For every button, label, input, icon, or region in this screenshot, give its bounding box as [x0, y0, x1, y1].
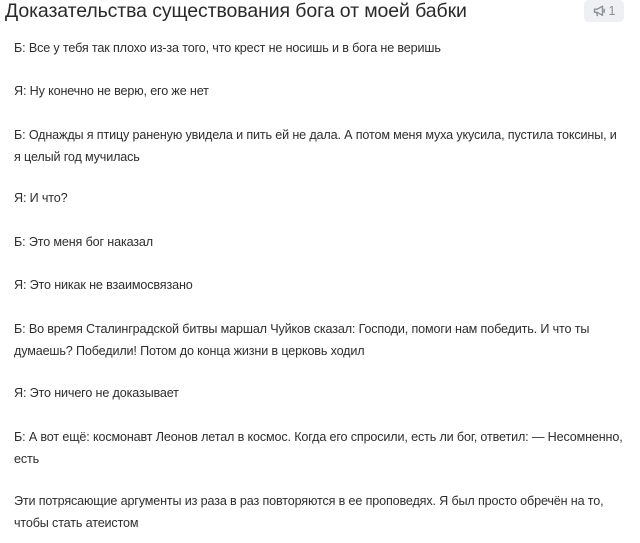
dialogue-line: Б: Во время Сталинградской битвы маршал Чуйков сказал: Господи, помоги нам победить. И что ты думаешь? Победили! Потом до конца жизни в церковь ходил: [14, 322, 590, 358]
post-title: Доказательства существования бога от моей бабки: [5, 0, 467, 22]
megaphone-icon: [593, 5, 606, 17]
post-header: [0, 0, 640, 30]
dialogue-line: Я: И что?: [14, 191, 68, 205]
closing-paragraph: Эти потрясающие аргументы из раза в раз повторяются в ее проповедях. Я был просто обречён на то, чтобы стать атеистом: [14, 494, 604, 530]
dialogue-line: Я: Это никак не взаимосвязано: [14, 278, 193, 292]
dialogue-line: Я: Это ничего не доказывает: [14, 386, 179, 400]
dialogue-line: Б: А вот ещё: космонавт Леонов летал в космос. Когда его спросили, есть ли бог, ответил: — Несомненно, есть: [14, 430, 623, 466]
dialogue-line: Б: Однажды я птицу раненую увидела и пить ей не дала. А потом меня муха укусила, пустила токсины, и я целый год мучилась: [14, 128, 617, 164]
dialogue-line: Б: Все у тебя так плохо из-за того, что крест не носишь и в бога не веришь: [14, 41, 441, 55]
boost-badge[interactable]: [584, 0, 624, 22]
dialogue-line: Б: Это меня бог наказал: [14, 235, 153, 249]
badge-count: 1: [608, 4, 616, 18]
dialogue-line: Я: Ну конечно не верю, его же нет: [14, 84, 209, 98]
